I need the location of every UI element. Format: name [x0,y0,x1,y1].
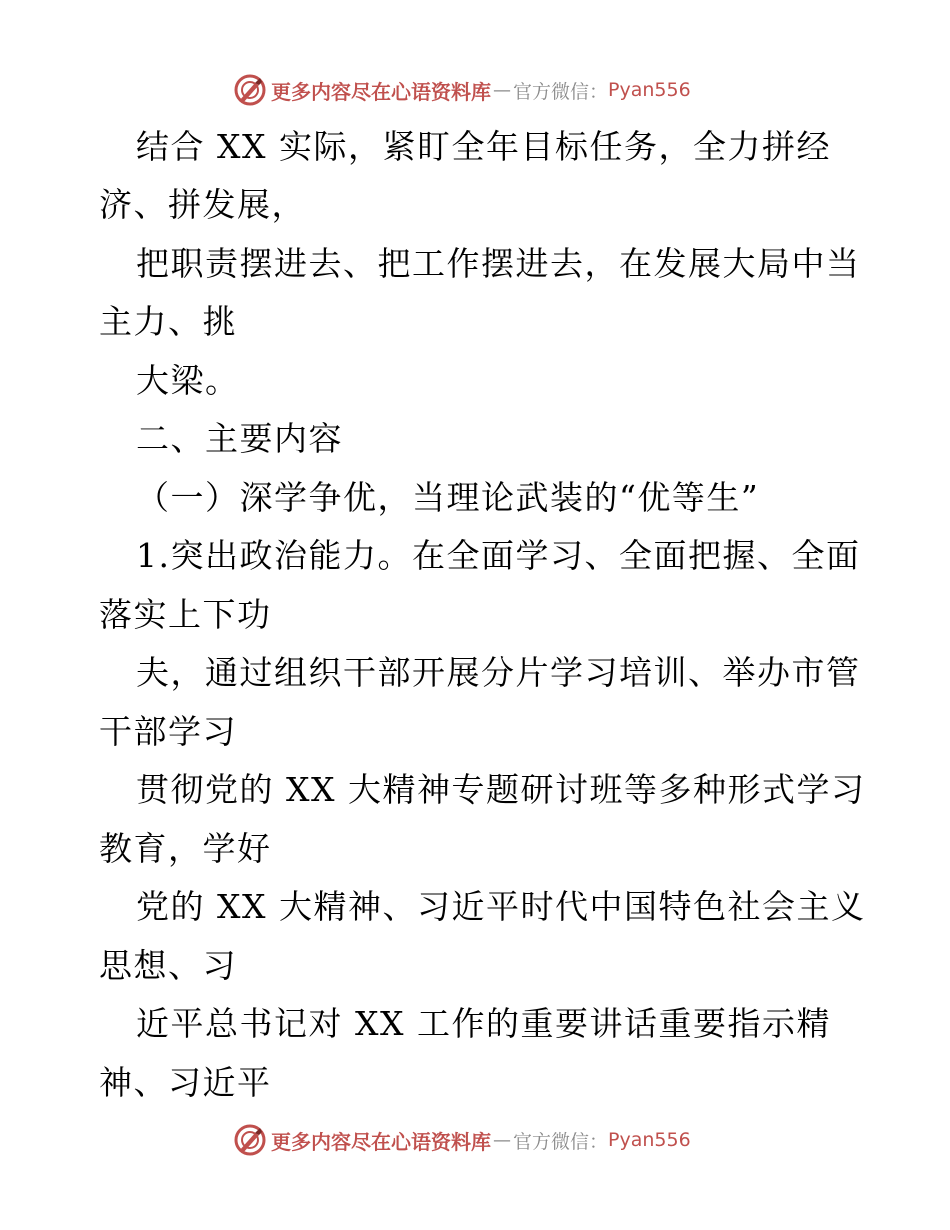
header-watermark [233,72,691,108]
section-heading: 二、主要内容 [136,419,343,458]
pen-circle-logo-icon [233,73,267,107]
paragraph-line: 济、拼发展， [99,185,306,224]
watermark-text: 更多内容尽在心语资料库 [271,79,491,104]
watermark-wechat-label: 官方微信： [513,1130,609,1153]
paragraph-line: 落实上下功 [99,595,272,634]
paragraph-line: 主力、挑 [99,302,237,341]
watermark-wechat-id: Pyan556 [608,1129,691,1151]
paragraph-line: 把职责摆进去、把工作摆进去，在发展大局中当 [136,244,861,283]
subsection-heading: （一）深学争优，当理论武装的“优等生” [136,478,760,517]
paragraph-line: 党的 XX 大精神、习近平时代中国特色社会主义 [136,887,866,926]
paragraph-line: 贯彻党的 XX 大精神专题研讨班等多种形式学习 [136,770,866,809]
footer-watermark [233,1122,691,1158]
pen-circle-logo-icon [233,1123,267,1157]
watermark-separator: — [493,1129,511,1151]
watermark-separator: — [493,79,511,101]
paragraph-line: 干部学习 [99,712,237,751]
paragraph-line: 思想、习 [99,946,237,985]
watermark-text: 更多内容尽在心语资料库 [271,1129,491,1154]
paragraph-line: 教育，学好 [99,829,272,868]
paragraph-line: 神、习近平 [99,1063,272,1102]
paragraph-line: 1.突出政治能力。在全面学习、全面把握、全面 [136,536,861,575]
paragraph-line: 结合 XX 实际，紧盯全年目标任务，全力拼经 [136,127,831,166]
paragraph-line: 夫，通过组织干部开展分片学习培训、举办市管 [136,653,861,692]
paragraph-line: 近平总书记对 XX 工作的重要讲话重要指示精 [136,1004,831,1043]
watermark-wechat-id: Pyan556 [608,79,691,101]
watermark-wechat-label: 官方微信： [513,80,609,103]
paragraph-line: 大梁。 [136,361,240,400]
